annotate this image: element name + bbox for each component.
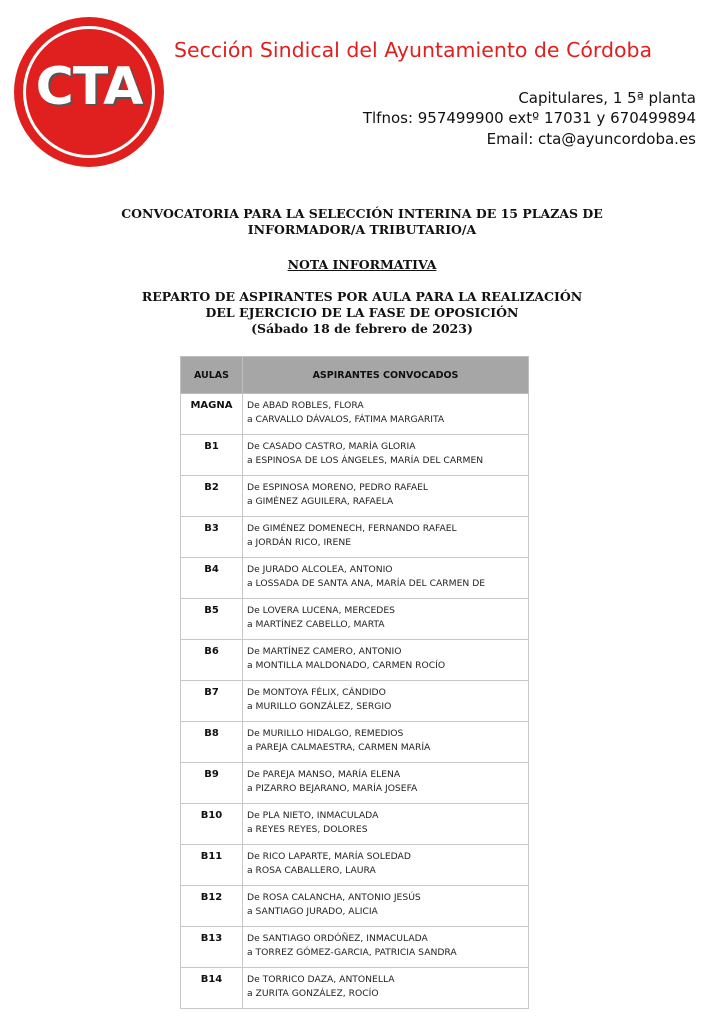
table-row	[181, 804, 529, 845]
names-cell	[243, 517, 529, 558]
range-to: a LOSSADA DE SANTA ANA, MARÍA DEL CARMEN DE	[247, 578, 486, 589]
table-row	[181, 927, 529, 968]
header-aulas: AULAS	[181, 357, 243, 394]
range-to: a REYES REYES, DOLORES	[247, 824, 368, 835]
logo-text: CTA	[35, 57, 143, 117]
subtitle-line2: DEL EJERCICIO DE LA FASE DE OPOSICIÓN	[205, 305, 519, 320]
contact-address: Capitulares, 1 5ª planta	[518, 89, 696, 107]
names-cell	[243, 804, 529, 845]
aula-cell: B9	[181, 763, 243, 804]
range-to: a PAREJA CALMAESTRA, CARMEN MARÍA	[247, 742, 431, 753]
table-row	[181, 435, 529, 476]
range-to: a MURILLO GONZÁLEZ, SERGIO	[247, 701, 392, 712]
range-to: a JORDÁN RICO, IRENE	[247, 537, 352, 548]
table-row	[181, 968, 529, 1009]
aula-cell: B4	[181, 558, 243, 599]
table-row	[181, 394, 529, 435]
assignment-table	[180, 356, 529, 1009]
document-title-line2: INFORMADOR/A TRIBUTARIO/A	[247, 222, 477, 237]
table-header-row	[181, 357, 529, 394]
names-cell	[243, 476, 529, 517]
header-aspirantes: ASPIRANTES CONVOCADOS	[243, 357, 529, 394]
organization-title: Sección Sindical del Ayuntamiento de Córdoba	[174, 38, 653, 62]
names-cell	[243, 640, 529, 681]
aula-cell: B3	[181, 517, 243, 558]
contact-email: Email: cta@ayuncordoba.es	[486, 130, 696, 148]
names-cell	[243, 558, 529, 599]
aula-cell: B12	[181, 886, 243, 927]
range-from: De JURADO ALCOLEA, ANTONIO	[247, 564, 393, 575]
range-to: a SANTIAGO JURADO, ALICIA	[247, 906, 378, 917]
range-from: De ESPINOSA MORENO, PEDRO RAFAEL	[247, 482, 429, 493]
names-cell	[243, 968, 529, 1009]
table-row	[181, 558, 529, 599]
table-row	[181, 517, 529, 558]
aula-cell: B8	[181, 722, 243, 763]
names-cell	[243, 763, 529, 804]
range-to: a CARVALLO DÁVALOS, FÁTIMA MARGARITA	[247, 414, 445, 425]
table-row	[181, 599, 529, 640]
names-cell	[243, 681, 529, 722]
aula-cell: B5	[181, 599, 243, 640]
range-from: De MURILLO HIDALGO, REMEDIOS	[247, 728, 404, 739]
date-line: (Sábado 18 de febrero de 2023)	[251, 321, 473, 336]
range-to: a MONTILLA MALDONADO, CARMEN ROCÍO	[247, 660, 446, 671]
range-from: De PLA NIETO, INMACULADA	[247, 810, 379, 821]
aula-cell: B10	[181, 804, 243, 845]
table-row	[181, 476, 529, 517]
table-row	[181, 640, 529, 681]
subtitle-line1: REPARTO DE ASPIRANTES POR AULA PARA LA REALIZACIÓN	[141, 289, 583, 304]
range-from: De PAREJA MANSO, MARÍA ELENA	[247, 769, 401, 780]
aula-cell: B1	[181, 435, 243, 476]
range-from: De LOVERA LUCENA, MERCEDES	[247, 605, 396, 616]
range-from: De MARTÍNEZ CAMERO, ANTONIO	[247, 646, 402, 657]
range-from: De ABAD ROBLES, FLORA	[247, 400, 364, 411]
range-from: De CASADO CASTRO, MARÍA GLORIA	[247, 441, 416, 452]
range-from: De TORRICO DAZA, ANTONELLA	[247, 974, 395, 985]
names-cell	[243, 394, 529, 435]
range-from: De MONTOYA FÉLIX, CÁNDIDO	[247, 687, 386, 698]
names-cell	[243, 927, 529, 968]
aula-cell: B2	[181, 476, 243, 517]
contact-phones: Tlfnos: 957499900 extº 17031 y 670499894	[362, 109, 696, 127]
table-row	[181, 722, 529, 763]
names-cell	[243, 845, 529, 886]
aula-cell: B6	[181, 640, 243, 681]
note-title: NOTA INFORMATIVA	[287, 257, 437, 272]
range-to: a ROSA CABALLERO, LAURA	[247, 865, 376, 876]
aula-cell: B11	[181, 845, 243, 886]
table-row	[181, 886, 529, 927]
names-cell	[243, 599, 529, 640]
range-from: De ROSA CALANCHA, ANTONIO JESÚS	[247, 892, 421, 903]
names-cell	[243, 886, 529, 927]
range-to: a PIZARRO BEJARANO, MARÍA JOSEFA	[247, 783, 418, 794]
table-row	[181, 845, 529, 886]
names-cell	[243, 435, 529, 476]
names-cell	[243, 722, 529, 763]
range-to: a ESPINOSA DE LOS ÁNGELES, MARÍA DEL CARMEN	[247, 455, 484, 466]
range-to: a GIMÉNEZ AGUILERA, RAFAELA	[247, 496, 394, 507]
range-from: De RICO LAPARTE, MARÍA SOLEDAD	[247, 851, 411, 862]
cta-logo	[14, 17, 164, 167]
aula-cell: MAGNA	[181, 394, 243, 435]
table-row	[181, 681, 529, 722]
table-row	[181, 763, 529, 804]
range-to: a TORREZ GÓMEZ-GARCIA, PATRICIA SANDRA	[247, 947, 457, 958]
range-to: a MARTÍNEZ CABELLO, MARTA	[247, 619, 385, 630]
aula-cell: B7	[181, 681, 243, 722]
aula-cell: B14	[181, 968, 243, 1009]
aula-cell: B13	[181, 927, 243, 968]
range-from: De SANTIAGO ORDÓÑEZ, INMACULADA	[247, 933, 428, 944]
range-from: De GIMÉNEZ DOMENECH, FERNANDO RAFAEL	[247, 523, 457, 534]
range-to: a ZURITA GONZÁLEZ, ROCÍO	[247, 988, 379, 999]
document-title-line1: CONVOCATORIA PARA LA SELECCIÓN INTERINA DE 15 PLAZAS DE	[121, 206, 603, 221]
